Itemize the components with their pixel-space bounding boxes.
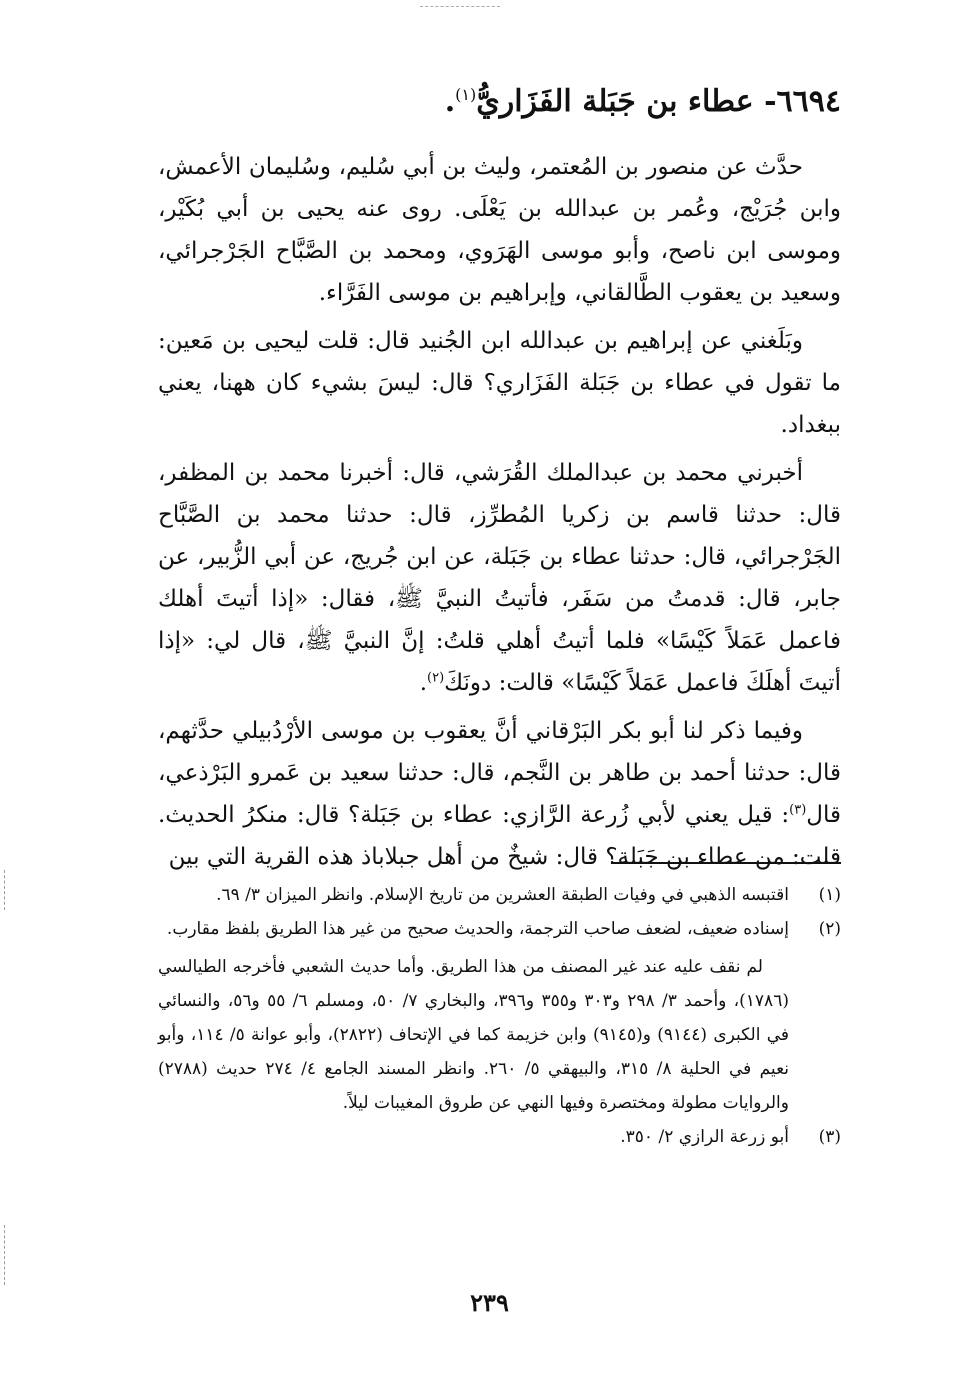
scan-mark bbox=[420, 6, 500, 9]
paragraph-text: وفيما ذكر لنا أبو بكر البَرْقاني أنَّ يعقوب بن موسى الأرْدُبيلي حدَّثهم، قال: حدثنا أحمد بن طاهر بن النَّجم، قال: حدثنا سعيد بن عَمرو البَرْذعي، قال bbox=[158, 718, 841, 828]
footnote-text: اقتبسه الذهبي في وفيات الطبقة العشرين من تاريخ الإسلام. وانظر الميزان ٣/ ٦٩. bbox=[216, 885, 789, 905]
paragraph bbox=[158, 452, 841, 704]
paragraph bbox=[158, 710, 841, 878]
footnote-continuation: لم نقف عليه عند غير المصنف من هذا الطريق. وأما حديث الشعبي فأخرجه الطيالسي (١٧٨٦)، وأحمد ٣/ ٢٩٨ و٣٠٣ و٣٥٥ و٣٩٦، والبخاري ٧/ ٥٠، ومسلم ٦/ ٥٥ و٥٦، والنسائي في الكبرى (٩١٤٤) و(٩١٤٥) وابن خزيمة كما في الإتحاف (٢٨٢٢)، وأبو عوانة ٥/ ١١٤، وأبو نعيم في الحلية ٨/ ٣١٥، والبيهقي ٥/ ٢٦٠. وانظر المسند الجامع ٤/ ٢٧٤ حديث (٢٧٨٨) والروايات مطولة ومختصرة وفيها النهي عن طروق المغيبات ليلاً. bbox=[158, 957, 790, 1113]
paragraph-tail: : قيل يعني لأبي زُرعة الرَّازي: عطاء بن جَبَلة؟ قال: منكرُ الحديث. قلت: من عطاء بن جَبَلة؟ قال: شيخٌ من أهل جبلاباذ هذه القرية التي بين bbox=[158, 802, 841, 870]
footnote bbox=[158, 912, 841, 946]
footnote-number: (١) bbox=[818, 885, 841, 905]
footnote-number: (٢) bbox=[818, 919, 841, 939]
paragraph bbox=[158, 320, 841, 446]
binding-edge-mark bbox=[4, 870, 5, 910]
footnote-ref: (١) bbox=[455, 85, 477, 104]
entry-title-text: ٦٦٩٤- عطاء بن جَبَلة الفَزَاريُّ bbox=[476, 84, 841, 119]
paragraph-text: أخبرني محمد بن عبدالملك القُرَشي، قال: أخبرنا محمد بن المظفر، قال: حدثنا قاسم بن زكريا المُطرِّز، قال: حدثنا محمد بن الصَّبَّاح الجَرْجرائي، قال: حدثنا عطاء بن جَبَلة، عن ابن جُريج، عن أبي الزُّبير، عن جابر، قال: قدمتُ من سَفَر، فأتيتُ النبيَّ ﷺ، فقال: «إذا أتيتَ أهلك فاعمل عَمَلاً كَيْسًا» فلما أتيتُ أهلي قلتُ: إنَّ النبيَّ ﷺ، قال لي: «إذا أتيتَ أهلَكَ فاعمل عَمَلاً كَيْسًا» قالت: دونَكَ bbox=[158, 460, 841, 696]
main-text bbox=[158, 75, 841, 884]
footnote-ref: (٣) bbox=[789, 802, 807, 818]
paragraph-tail: . bbox=[419, 670, 427, 696]
entry-title bbox=[158, 75, 841, 122]
entry-title-end: . bbox=[444, 84, 456, 119]
footnote-ref: (٢) bbox=[427, 670, 445, 686]
footnotes bbox=[158, 878, 841, 1154]
footnote bbox=[158, 1120, 841, 1154]
footnote-number: (٣) bbox=[818, 1127, 841, 1147]
body-text bbox=[158, 146, 841, 878]
paragraph-text: حدَّث عن منصور بن المُعتمر، وليث بن أبي سُليم، وسُليمان الأعمش، وابن جُرَيْج، وعُمر بن عبدالله بن يَعْلَى. روى عنه يحيى بن أبي بُكَيْر، وموسى ابن ناصح، وأبو موسى الهَرَوي، ومحمد بن الصَّبَّاح الجَرْجرائي، وسعيد بن يعقوب الطَّالقاني، وإبراهيم بن موسى الفَرَّاء. bbox=[158, 154, 841, 306]
footnote-divider bbox=[612, 862, 841, 864]
footnote-text: أبو زرعة الرازي ٢/ ٣٥٠. bbox=[620, 1127, 789, 1147]
footnote-text: إسناده ضعيف، لضعف صاحب الترجمة، والحديث صحيح من غير هذا الطريق بلفظ مقارب. bbox=[166, 919, 789, 939]
paragraph-text: وبَلَغني عن إبراهيم بن عبدالله ابن الجُنيد قال: قلت ليحيى بن مَعين: ما تقول في عطاء بن جَبَلة الفَزَاري؟ قال: ليسَ بشيء كان ههنا، يعني ببغداد. bbox=[158, 328, 841, 438]
footnote bbox=[158, 878, 841, 912]
binding-edge-mark bbox=[4, 1225, 5, 1285]
page-number: ٢٣٩ bbox=[470, 1288, 509, 1317]
paragraph bbox=[158, 146, 841, 314]
